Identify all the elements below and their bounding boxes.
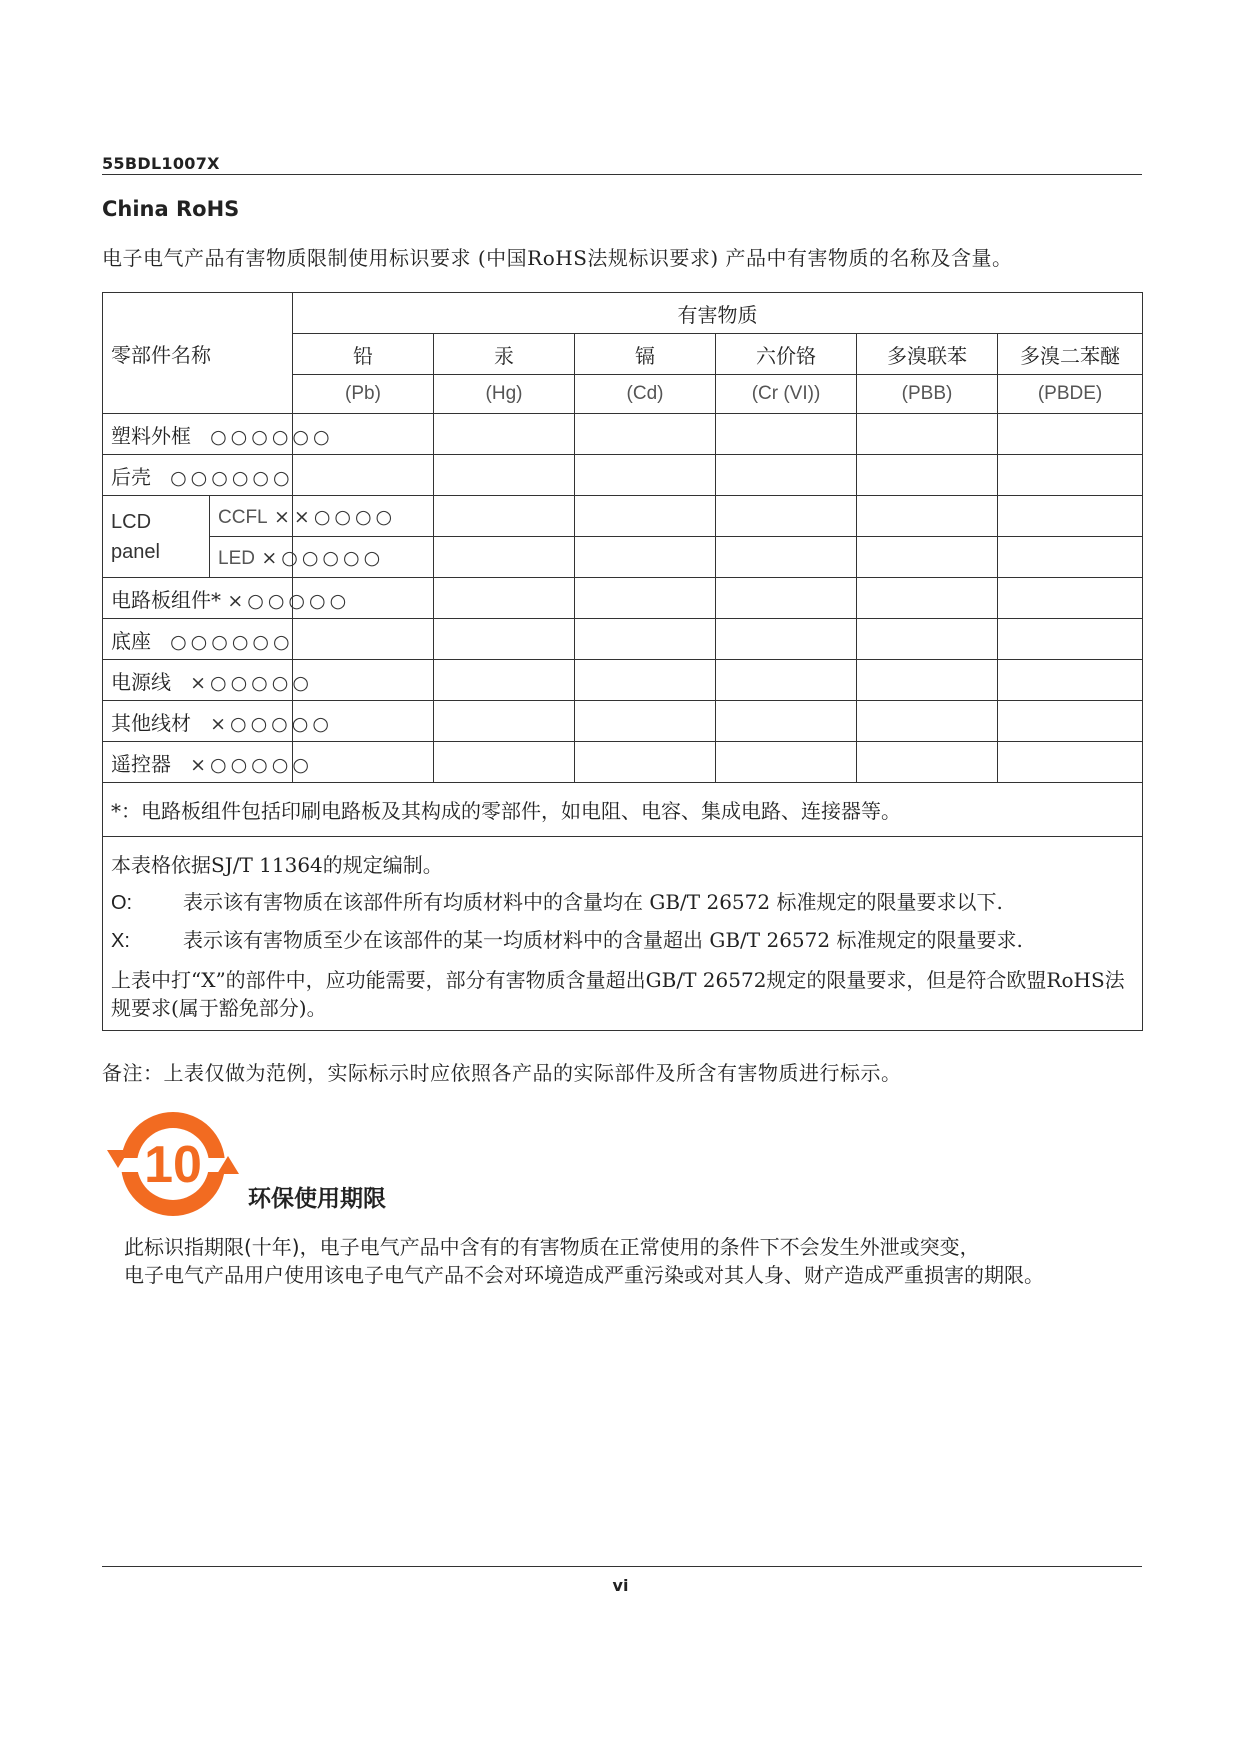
- part-name: CCFL: [218, 506, 268, 528]
- substance-name-pb: 铅: [293, 334, 434, 375]
- lcd-panel-group: [103, 496, 210, 578]
- footer-rule: [102, 1566, 1142, 1567]
- substance-name-cr6: 六价铬: [716, 334, 857, 375]
- hazard-marks: ×○○○○○: [261, 546, 385, 569]
- part-name: LED: [218, 547, 255, 569]
- remark-text: 备注：上表仅做为范例，实际标示时应依照各产品的实际部件及所含有害物质进行标示。: [102, 1061, 902, 1085]
- table-row: [103, 578, 1143, 619]
- substance-name-cd: 镉: [575, 334, 716, 375]
- table-row: [103, 414, 1143, 455]
- table-notes: [103, 837, 1143, 1031]
- part-name: 遥控器: [111, 751, 171, 776]
- table-row: [103, 619, 1143, 660]
- o-key: O:: [111, 892, 133, 914]
- hazard-marks: ×○○○○○: [190, 671, 313, 694]
- standard-note: 本表格依据SJ/T 11364的规定编制。: [111, 853, 443, 877]
- table-row: [103, 496, 1143, 537]
- part-name: 底座: [111, 628, 151, 653]
- hazard-marks: ○○○○○○: [210, 425, 334, 448]
- table-row: [103, 537, 1143, 578]
- section-title: China RoHS: [102, 197, 240, 221]
- table-row: [103, 660, 1143, 701]
- hazard-marks: ×○○○○○: [227, 589, 351, 612]
- table-row: [103, 701, 1143, 742]
- x-key: X:: [111, 930, 130, 952]
- hazard-marks: ○○○○○○: [170, 466, 294, 489]
- part-name: 电源线: [111, 669, 171, 694]
- lcd-label-line2: panel: [111, 540, 160, 563]
- model-number: 55BDL1007X: [102, 154, 220, 173]
- epup-text-line1: 此标识指期限(十年)，电子电气产品中含有的有害物质在正常使用的条件下不会发生外泄或突变，: [124, 1235, 980, 1259]
- hazard-marks: ○○○○○○: [170, 630, 294, 653]
- epup-title: 环保使用期限: [248, 1186, 386, 1212]
- intro-text: 电子电气产品有害物质限制使用标识要求 (中国RoHS法规标识要求) 产品中有害物质的名称及含量。: [102, 246, 1013, 270]
- substance-name-pbde: 多溴二苯醚: [998, 334, 1143, 375]
- substance-symbol-pb: (Pb): [293, 375, 434, 414]
- epup-10-year-logo-icon: [103, 1102, 243, 1227]
- substance-name-pbb: 多溴联苯: [857, 334, 998, 375]
- table-footnote: *：电路板组件包括印刷电路板及其构成的零部件，如电阻、电容、集成电路、连接器等。: [103, 783, 1143, 837]
- rohs-table: [102, 292, 1143, 1031]
- part-name: 其他线材: [111, 710, 191, 735]
- hazard-marks: ×○○○○○: [190, 753, 313, 776]
- part-name: 塑料外框: [111, 423, 191, 448]
- lcd-label-line1: LCD: [111, 510, 152, 533]
- epup-text-line2: 电子电气产品用户使用该电子电气产品不会对环境造成严重污染或对其人身、财产造成严重损害的期限。: [124, 1263, 1044, 1287]
- hazard-header: 有害物质: [293, 293, 1143, 334]
- table-row: [103, 455, 1143, 496]
- substance-symbol-pbb: (PBB): [857, 375, 998, 414]
- o-definition: 表示该有害物质在该部件所有均质材料中的含量均在 GB/T 26572 标准规定的限量要求以下.: [183, 890, 1003, 914]
- part-name-header: 零部件名称: [103, 293, 293, 414]
- epup-description: [124, 1233, 1044, 1289]
- substance-symbol-cd: (Cd): [575, 375, 716, 414]
- hazard-marks: ×○○○○○: [210, 712, 333, 735]
- part-name: 电路板组件*: [111, 587, 221, 612]
- substance-symbol-pbde: (PBDE): [998, 375, 1143, 414]
- exemption-note: 上表中打“X”的部件中，应功能需要，部分有害物质含量超出GB/T 26572规定的限量要求，但是符合欧盟RoHS法规要求(属于豁免部分)。: [111, 968, 1125, 1020]
- part-name: 后壳: [111, 464, 151, 489]
- page-number: vi: [612, 1576, 629, 1595]
- substance-symbol-cr6: (Cr (VI)): [716, 375, 857, 414]
- table-row: [103, 742, 1143, 783]
- substance-name-hg: 汞: [434, 334, 575, 375]
- substance-symbol-hg: (Hg): [434, 375, 575, 414]
- hazard-marks: ××○○○○: [273, 505, 397, 528]
- logo-number: 10: [144, 1136, 202, 1194]
- header-rule: [102, 174, 1142, 175]
- x-definition: 表示该有害物质至少在该部件的某一均质材料中的含量超出 GB/T 26572 标准规定的限量要求.: [183, 928, 1023, 952]
